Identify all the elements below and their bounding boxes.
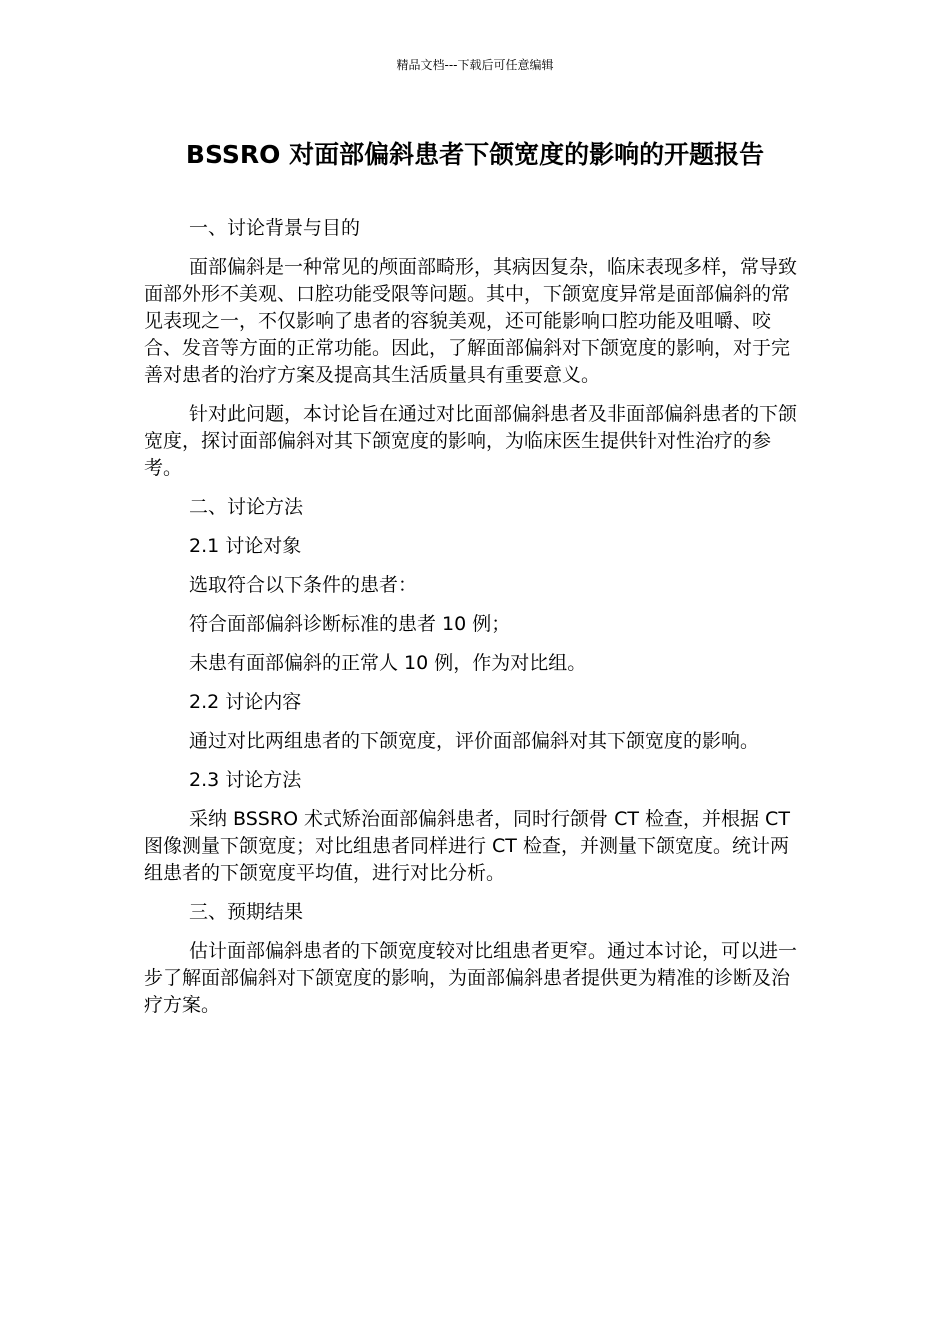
subsection-heading-subjects: 2.1 讨论对象 xyxy=(189,535,302,557)
paragraph-background: 面部偏斜是一种常见的颅面部畸形，其病因复杂，临床表现多样，常导致面部外形不美观、口腔功能受限等问题。其中，下颌宽度异常是面部偏斜的常见表现之一，不仅影响了患者的容貌美观，还可能影响口腔功能及咀嚼、咬合、发音等方面的正常功能。因此，了解面部偏斜对下颌宽度的影响，对于完善对患者的治疗方案及提高其生活质量具有重要意义。 xyxy=(144,256,798,386)
paragraph-subjects-control-group: 未患有面部偏斜的正常人 10 例，作为对比组。 xyxy=(189,652,587,674)
paragraph-content: 通过对比两组患者的下颌宽度，评价面部偏斜对其下颌宽度的影响。 xyxy=(189,730,760,752)
paragraph-subjects-intro: 选取符合以下条件的患者： xyxy=(189,574,418,596)
paragraph-purpose: 针对此问题，本讨论旨在通过对比面部偏斜患者及非面部偏斜患者的下颌宽度，探讨面部偏斜对其下颌宽度的影响，为临床医生提供针对性治疗的参考。 xyxy=(144,403,798,479)
document-title: BSSRO 对面部偏斜患者下颌宽度的影响的开题报告 xyxy=(185,140,765,169)
subsection-heading-method: 2.3 讨论方法 xyxy=(189,769,302,791)
paragraph-expected-results: 估计面部偏斜患者的下颌宽度较对比组患者更窄。通过本讨论，可以进一步了解面部偏斜对下颌宽度的影响，为面部偏斜患者提供更为精准的诊断及治疗方案。 xyxy=(144,940,798,1016)
document-body xyxy=(144,215,804,1031)
paragraph-subjects-case-group: 符合面部偏斜诊断标准的患者 10 例； xyxy=(189,613,511,635)
header-note: 精品文档---下载后可任意编辑 xyxy=(396,58,554,72)
section-heading-background: 一、讨论背景与目的 xyxy=(189,217,361,239)
subsection-heading-content: 2.2 讨论内容 xyxy=(189,691,302,713)
paragraph-method: 采纳 BSSRO 术式矫治面部偏斜患者，同时行颌骨 CT 检查，并根据 CT 图像测量下颌宽度；对比组患者同样进行 CT 检查，并测量下颌宽度。统计两组患者的下颌宽度平均值，进行对比分析。 xyxy=(144,808,790,884)
section-heading-methods: 二、讨论方法 xyxy=(189,496,304,518)
section-heading-expected-results: 三、预期结果 xyxy=(189,901,304,923)
